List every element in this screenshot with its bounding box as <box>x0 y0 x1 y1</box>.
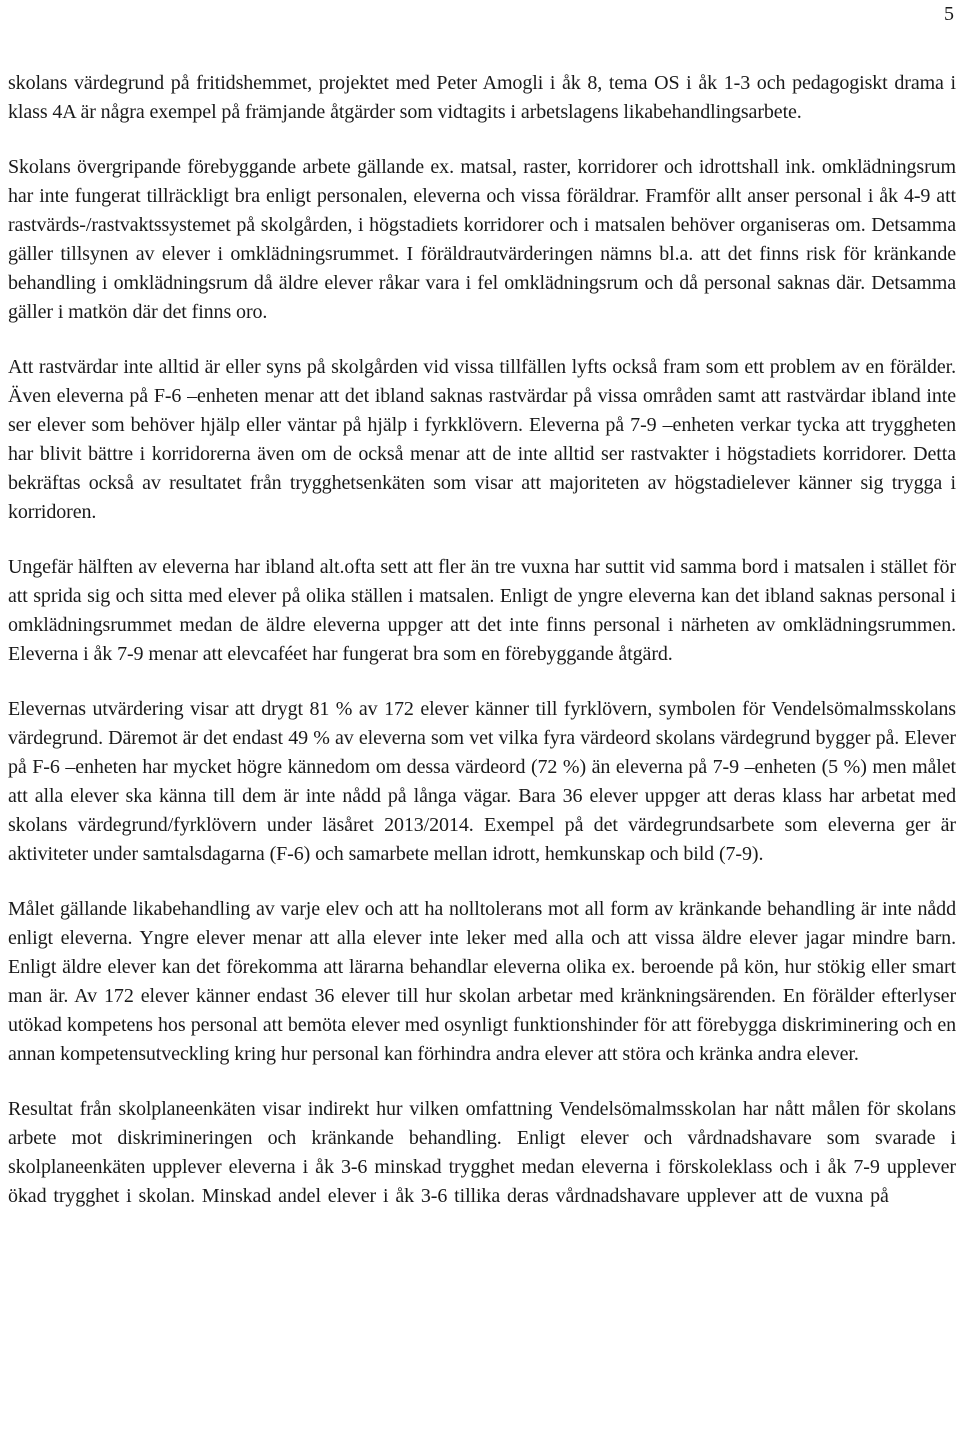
paragraph-1: skolans värdegrund på fritidshemmet, projektet med Peter Amogli i åk 8, tema OS i åk 1-3 och pedagogiskt drama i klass 4A är några exempel på främjande åtgärder som vidtagits i arbetslagens likabehandlingsarbete. <box>8 72 956 123</box>
paragraph-3: Att rastvärdar inte alltid är eller syns på skolgården vid vissa tillfällen lyfts också fram som ett problem av en förälder. Även eleverna på F-6 –enheten menar att det ibland saknas rastvärdar på vissa områden samt att rastvärdar ibland inte ser elever som behöver hjälp eller väntar på hjälp i fyrkklövern. Eleverna på 7-9 –enheten verkar tycka att tryggheten har blivit bättre i korridorerna även om de också menar att de inte alltid ser rastvakter i högstadiets korridorer. Detta bekräftas också av resultatet från trygghetsenkäten som visar att majoriteten av högstadielever känner sig trygga i korridoren. <box>8 356 956 523</box>
paragraph-4: Ungefär hälften av eleverna har ibland alt.ofta sett att fler än tre vuxna har suttit vid samma bord i matsalen i stället för att sprida sig och sitta med elever på olika ställen i matsalen. Enligt de yngre eleverna kan det ibland saknas personal i omklädningsrummet medan de äldre eleverna uppger att det inte finns personal i närheten av omklädningsrummen. Eleverna i åk 7-9 menar att elevcaféet har fungerat bra som en förebyggande åtgärd. <box>8 556 956 665</box>
paragraph-2: Skolans övergripande förebyggande arbete gällande ex. matsal, raster, korridorer och idrottshall ink. omklädningsrum har inte fungerat tillräckligt bra enligt personalen, eleverna och vissa föräldrar. Framför allt anser personal i åk 4-9 att rastvärds-/rastvaktssystemet på skolgården, i högstadiets korridorer och i matsalen behöver organiseras om. Detsamma gäller tillsynen av elever i omklädningsrummet. I föräldrautvärderingen nämns bl.a. att det finns risk för kränkande behandling i omklädningsrum då äldre elever råkar vara i fel omklädningsrum och då personal saknas där. Detsamma gäller i matkön där det finns oro. <box>8 156 956 323</box>
paragraph-6: Målet gällande likabehandling av varje elev och att ha nolltolerans mot all form av kränkande behandling är inte nådd enligt eleverna. Yngre elever menar att alla elever inte leker med alla och att vissa äldre elever jagar mindre barn. Enligt äldre elever kan det förekomma att lärarna behandlar eleverna olika ex. beroende på kön, hur stökig eller smart man är. Av 172 elever känner endast 36 elever till hur skolan arbetar med kränkningsärenden. En förälder efterlyser utökad kompetens hos personal att bemöta elever med osynligt funktionshinder för att förebygga diskriminering och en annan kompetensutveckling kring hur personal kan förhindra andra elever att störa och kränka andra elever. <box>8 898 956 1065</box>
page-body <box>8 69 956 1237</box>
paragraph-7: Resultat från skolplaneenkäten visar indirekt hur vilken omfattning Vendelsömalmsskolan har nått målen för skolans arbete mot diskrimineringen och kränkande behandling. Enligt elever och vårdnadshavare som svarade i skolplaneenkäten upplever eleverna i åk 3-6 minskad trygghet medan eleverna i förskoleklass och i åk 7-9 upplever ökad trygghet i skolan. Minskad andel elever i åk 3-6 tillika deras vårdnadshavare upplever att de vuxna på <box>8 1098 956 1207</box>
paragraph-5: Elevernas utvärdering visar att drygt 81 % av 172 elever känner till fyrklövern, symbolen för Vendelsömalmsskolans värdegrund. Däremot är det endast 49 % av eleverna som vet vilka fyra värdeord skolans värdegrund bygger på. Elever på F-6 –enheten har mycket högre kännedom om dessa värdeord (72 %) än eleverna på 7-9 –enheten (5 %) men målet att alla elever ska känna till dem är inte nådd på långa vägar. Bara 36 elever uppger att deras klass har arbetat med skolans värdegrund/fyrklövern under läsåret 2013/2014. Exempel på det värdegrundsarbete som eleverna ger är aktiviteter under samtalsdagarna (F-6) och samarbete mellan idrott, hemkunskap och bild (7-9). <box>8 698 956 865</box>
page-number: 5 <box>944 3 954 25</box>
